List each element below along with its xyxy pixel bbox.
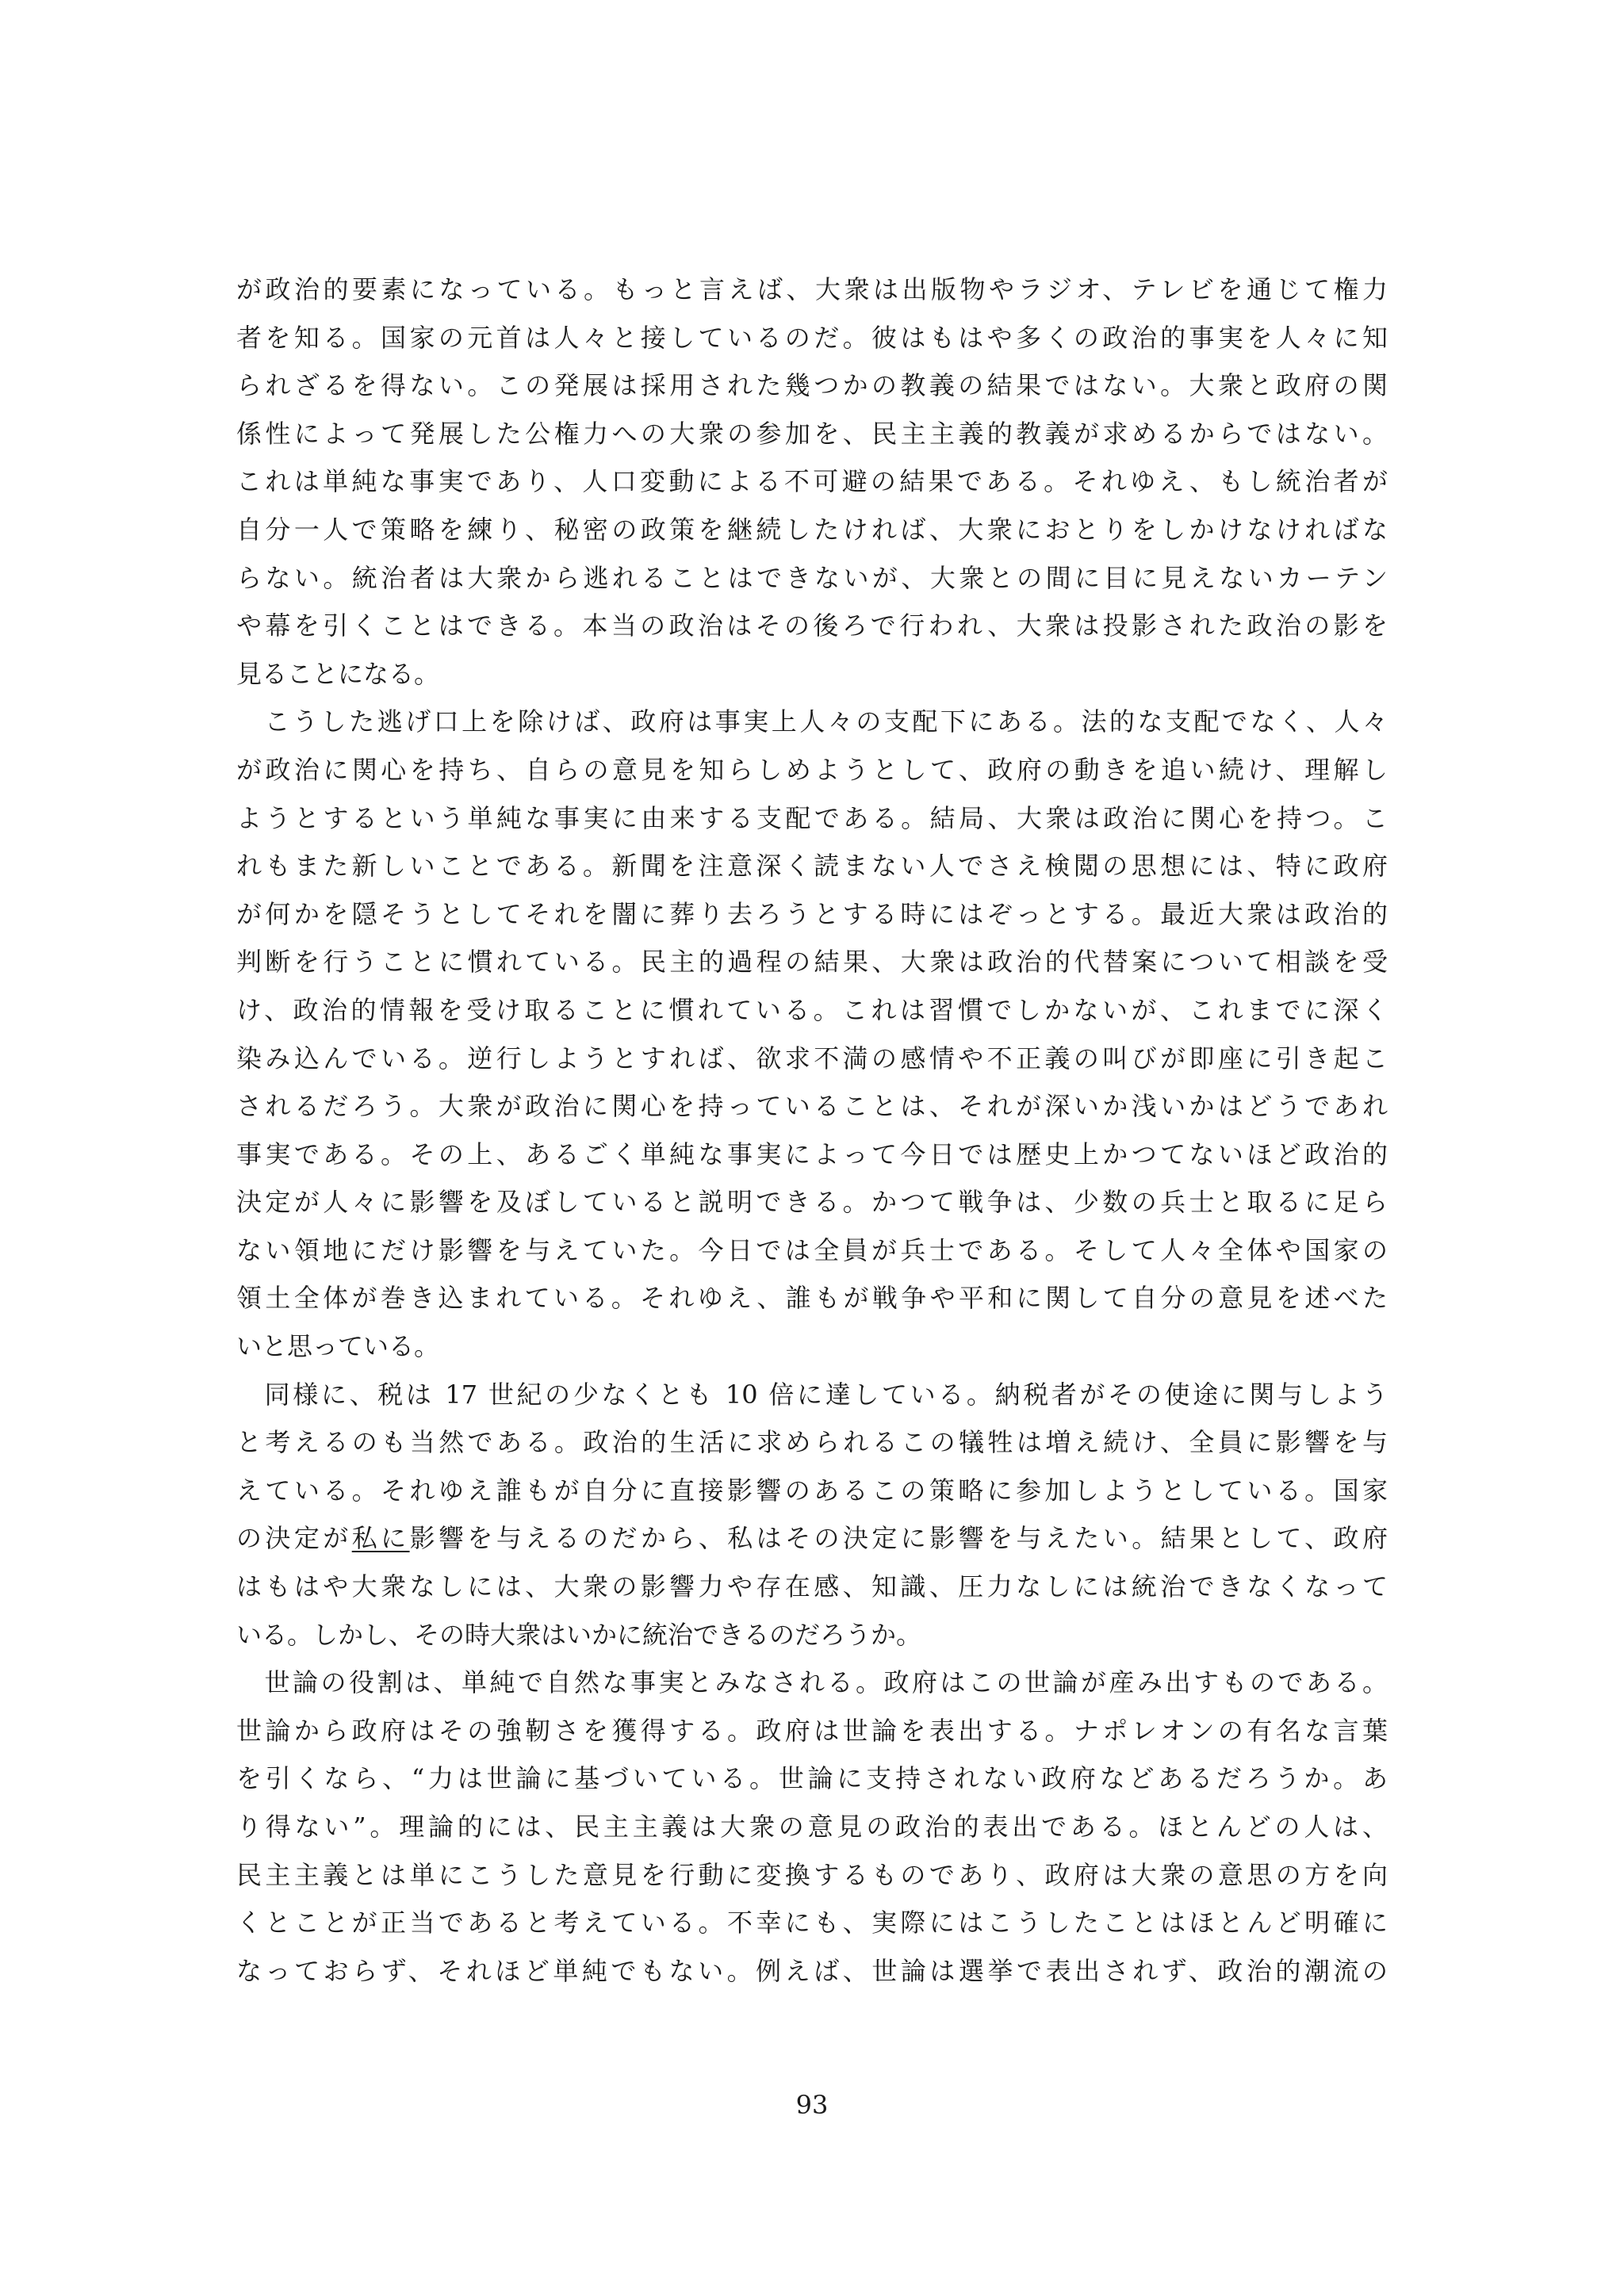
text-line: 者を知る。国家の元首は人々と接しているのだ。彼はもはや多くの政治的事実を人々に知 (236, 322, 1388, 353)
underlined-text: 私に (351, 1523, 410, 1554)
text-line: いる。しかし、その時大衆はいかに統治できるのだろうか。 (236, 1619, 922, 1650)
text-line: り得ない”。理論的には、民主主義は大衆の意見の政治的表出である。ほとんどの人は、 (236, 1812, 1388, 1842)
text-line: 民主主義とは単にこうした意見を行動に変換するものであり、政府は大衆の意思の方を向 (236, 1859, 1388, 1890)
text-segment: の決定が (236, 1523, 352, 1554)
text-line: なっておらず、それほど単純でもない。例えば、世論は選挙で表出されず、政治的潮流の (236, 1955, 1388, 1986)
text-line: が何かを隠そうとしてそれを闇に葬り去ろうとする時にはぞっとする。最近大衆は政治的 (236, 898, 1388, 929)
text-segment: 影響を与えるのだから、私はその決定に影響を与えたい。結果として、政府 (409, 1523, 1388, 1554)
page-number: 93 (795, 2090, 829, 2120)
text-line: ようとするという単純な事実に由来する支配である。結局、大衆は政治に関心を持つ。こ (236, 802, 1388, 833)
text-line: られざるを得ない。この発展は採用された幾つかの教義の結果ではない。大衆と政府の関 (236, 370, 1388, 401)
text-line: が政治に関心を持ち、自らの意見を知らしめようとして、政府の動きを追い続け、理解し (236, 754, 1388, 785)
text-line: を引くなら、“力は世論に基づいている。世論に支持されない政府などあるだろうか。あ (236, 1763, 1388, 1794)
text-line: 自分一人で策略を練り、秘密の政策を継続したければ、大衆におとりをしかけなければな (236, 514, 1388, 545)
text-line: が政治的要素になっている。もっと言えば、大衆は出版物やラジオ、テレビを通じて権力 (236, 274, 1388, 304)
text-line: 領土全体が巻き込まれている。それゆえ、誰もが戦争や平和に関して自分の意見を述べた (236, 1283, 1388, 1314)
text-line: 事実である。その上、あるごく単純な事実によって今日では歴史上かつてないほど政治的 (236, 1138, 1388, 1169)
text-line: と考えるのも当然である。政治的生活に求められるこの犠牲は増え続け、全員に影響を与 (236, 1427, 1388, 1458)
text-line: はもはや大衆なしには、大衆の影響力や存在感、知識、圧力なしには統治できなくなって (236, 1571, 1388, 1602)
text-line: らない。統治者は大衆から逃れることはできないが、大衆との間に目に見えないカーテン (236, 562, 1388, 593)
text-line: 染み込んでいる。逆行しようとすれば、欲求不満の感情や不正義の叫びが即座に引き起こ (236, 1043, 1388, 1073)
text-line: 世論から政府はその強靭さを獲得する。政府は世論を表出する。ナポレオンの有名な言葉 (236, 1715, 1388, 1746)
text-line: くとことが正当であると考えている。不幸にも、実際にはこうしたことはほとんど明確に (236, 1908, 1388, 1938)
text-line: 世論の役割は、単純で自然な事実とみなされる。政府はこの世論が産み出すものである。 (236, 1667, 1388, 1698)
text-line: えている。それゆえ誰もが自分に直接影響のあるこの策略に参加しようとしている。国家 (236, 1475, 1388, 1506)
text-line: や幕を引くことはできる。本当の政治はその後ろで行われ、大衆は投影された政治の影を (236, 610, 1388, 641)
text-line: 係性によって発展した公権力への大衆の参加を、民主主義的教義が求めるからではない。 (236, 418, 1388, 449)
text-line: 見ることになる。 (236, 658, 440, 689)
body-text (236, 266, 1388, 1995)
text-line: ない領地にだけ影響を与えていた。今日では全員が兵士である。そして人々全体や国家の (236, 1234, 1388, 1265)
text-line: されるだろう。大衆が政治に関心を持っていることは、それが深いか浅いかはどうであれ (236, 1091, 1388, 1122)
text-line: これは単純な事実であり、人口変動による不可避の結果である。それゆえ、もし統治者が (236, 466, 1388, 497)
text-line: 決定が人々に影響を及ぼしていると説明できる。かつて戦争は、少数の兵士と取るに足ら (236, 1187, 1388, 1218)
text-line: け、政治的情報を受け取ることに慣れている。これは習慣でしかないが、これまでに深く (236, 994, 1388, 1025)
text-line: いと思っている。 (236, 1331, 440, 1362)
text-line: こうした逃げ口上を除けば、政府は事実上人々の支配下にある。法的な支配でなく、人々 (236, 706, 1388, 737)
text-line: れもまた新しいことである。新聞を注意深く読まない人でさえ検閲の思想には、特に政府 (236, 851, 1388, 882)
text-line: 判断を行うことに慣れている。民主的過程の結果、大衆は政治的代替案について相談を受 (236, 947, 1388, 978)
text-line (236, 1514, 1388, 1563)
text-line: 同様に、税は 17 世紀の少なくとも 10 倍に達している。納税者がその使途に関与しよう (236, 1379, 1388, 1410)
